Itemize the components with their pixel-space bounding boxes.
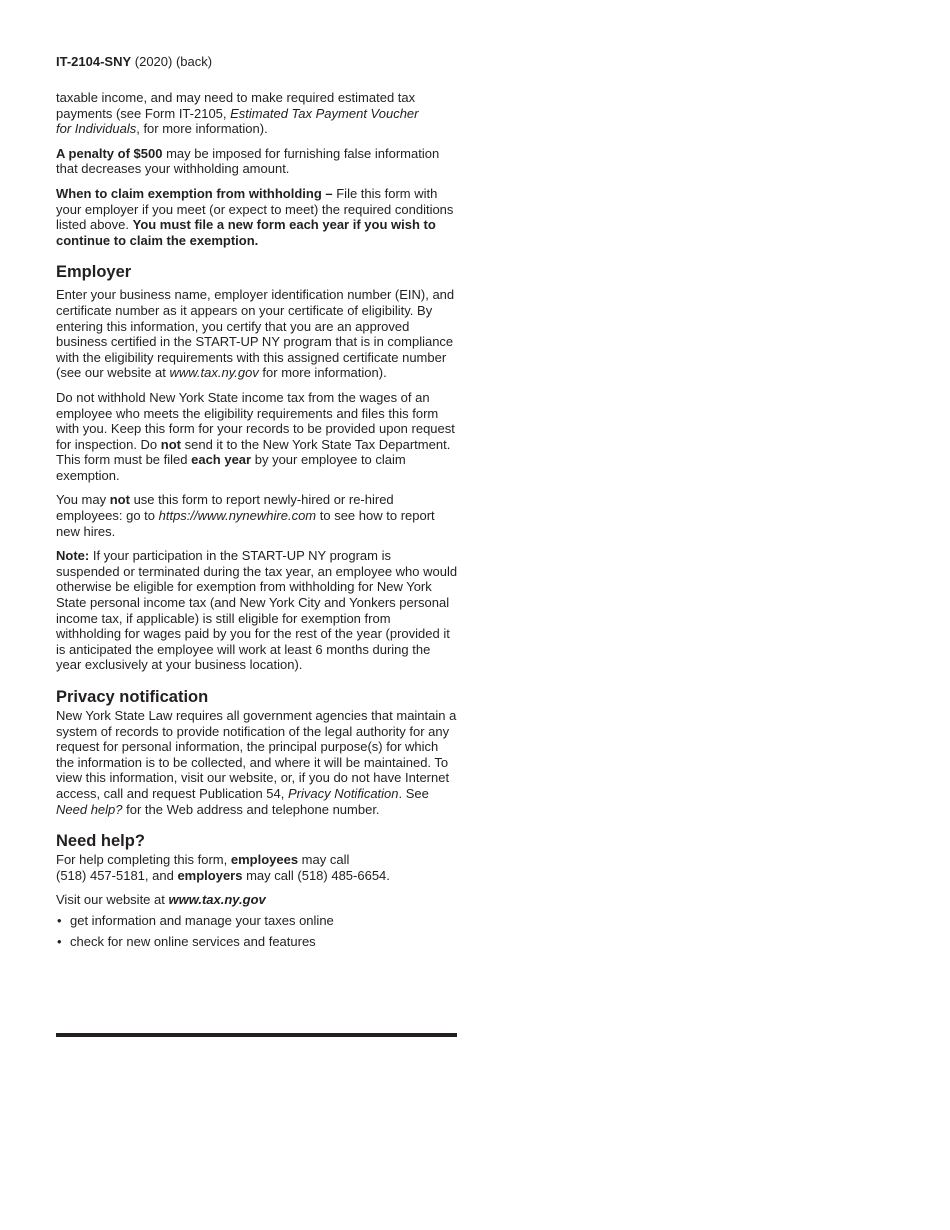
privacy-publication-title: Privacy Notification <box>287 785 399 801</box>
form-id: IT-2104-SNY <box>56 54 132 69</box>
help-phone-paragraph <box>56 852 458 883</box>
help-website-link[interactable]: www.tax.ny.gov <box>168 892 266 908</box>
employer-p2-each-year: each year <box>191 452 252 468</box>
intro-paragraph <box>56 90 458 137</box>
note-label: Note: <box>56 548 90 564</box>
privacy-text: New York State Law requires all government agencies that maintain a system of records to provide notification of the legal authority for any request for personal information, the principal purpose(s) for which the information is to be collected, and where it will be maintained. To view this information, visit our website, or, if you do not have Internet access, call and request Publication 54, <box>56 708 457 801</box>
intro-form-title-part2: for Individuals <box>56 121 137 137</box>
employer-paragraph-1 <box>56 287 458 381</box>
help-employee-phone: (518) 457-5181, and <box>56 867 178 883</box>
employer-p2-mid: send it to the New York State Tax Department. This form must be filed <box>56 436 451 468</box>
bullet-text: get information and manage your taxes online <box>70 912 334 928</box>
employer-p1-text: Enter your business name, employer identification number (EIN), and certificate number as it appears on your certificate of eligibility. By entering this information, you certify that you are an approved business certified in the START-UP NY program that is in compliance with the eligibility requirements with this assigned certificate number (see our website at <box>56 287 455 381</box>
employer-p3-mid: use this form to report newly-hired or re-hired employees: go to <box>56 492 394 524</box>
bullet-text: check for new online services and features <box>70 933 316 949</box>
privacy-end: for the Web address and telephone number. <box>122 801 380 817</box>
note-text: If your participation in the START-UP NY program is suspended or terminated during the tax year, an employee who would otherwise be eligible for exemption from withholding for New York State personal income tax (and New York City and Yonkers personal income tax, if applicable) is still eligible for exemption from withholding for wages paid by you for the rest of the year (provided it is anticipated the employee will work at least 6 months during the year exclusively at your business location). <box>56 548 458 673</box>
penalty-paragraph <box>56 146 458 177</box>
employer-paragraph-3 <box>56 492 458 539</box>
when-to-claim-emphasis: You must file a new form each year if you wish to continue to claim the exemption. <box>56 217 436 248</box>
intro-line-3: , for more information). <box>136 121 268 137</box>
privacy-heading: Privacy notification <box>56 688 209 706</box>
when-to-claim-lead: When to claim exemption from withholding – <box>56 185 333 201</box>
employer-paragraph-2 <box>56 390 458 484</box>
intro-line-1: taxable income, and may need to make required estimated tax <box>56 90 416 105</box>
employer-heading: Employer <box>56 263 132 282</box>
privacy-see: . See <box>398 785 429 801</box>
employer-p3-end: to see how to report new hires. <box>56 508 435 539</box>
help-employees: employees <box>230 852 299 868</box>
intro-line-2: payments (see Form IT-2105, <box>56 105 231 121</box>
when-to-claim-text: File this form with your employer if you meet (or expect to meet) the required conditions listed above. <box>56 185 454 233</box>
help-employer-phone: may call (518) 485-6654. <box>242 867 390 883</box>
page-header <box>56 53 212 70</box>
help-website-paragraph <box>56 892 458 908</box>
employer-p2-text: Do not withhold New York State income tax from the wages of an employee who meets the eligibility requirements and files this form with you. Keep this form for your records to be provided upon request for inspection. Do <box>56 389 455 452</box>
help-line-1-end: may call <box>298 852 350 868</box>
bullet-icon: • <box>57 912 62 928</box>
employer-p1-end: for more information). <box>258 365 387 381</box>
need-help-heading: Need help? <box>56 832 145 851</box>
employer-p3-not: not <box>109 492 130 508</box>
tax-website-link[interactable]: www.tax.ny.gov <box>169 365 259 381</box>
employer-p3-text: You may <box>56 492 110 508</box>
form-year-side: (2020) (back) <box>131 54 213 69</box>
instructions-column <box>56 90 458 954</box>
when-to-claim-paragraph <box>56 186 458 248</box>
help-line-1-text: For help completing this form, <box>56 852 231 868</box>
help-bullet-list <box>56 913 458 949</box>
nynewhire-link[interactable]: https://www.nynewhire.com <box>158 508 317 524</box>
penalty-lead: A penalty of $500 <box>56 145 163 161</box>
intro-form-title-part1: Estimated Tax Payment Voucher <box>230 105 419 121</box>
bullet-icon: • <box>57 933 62 949</box>
penalty-text: may be imposed for furnishing false information that decreases your withholding amount. <box>56 145 440 177</box>
list-item <box>56 913 458 929</box>
note-paragraph <box>56 548 458 673</box>
help-employers: employers <box>177 867 243 883</box>
list-item <box>56 934 458 950</box>
employer-p2-end: by your employee to claim exemption. <box>56 452 406 483</box>
privacy-paragraph <box>56 708 458 817</box>
employer-p2-not: not <box>160 436 181 452</box>
privacy-need-help-ref: Need help? <box>56 801 123 817</box>
section-divider <box>56 1033 457 1037</box>
help-visit-text: Visit our website at <box>56 892 169 908</box>
